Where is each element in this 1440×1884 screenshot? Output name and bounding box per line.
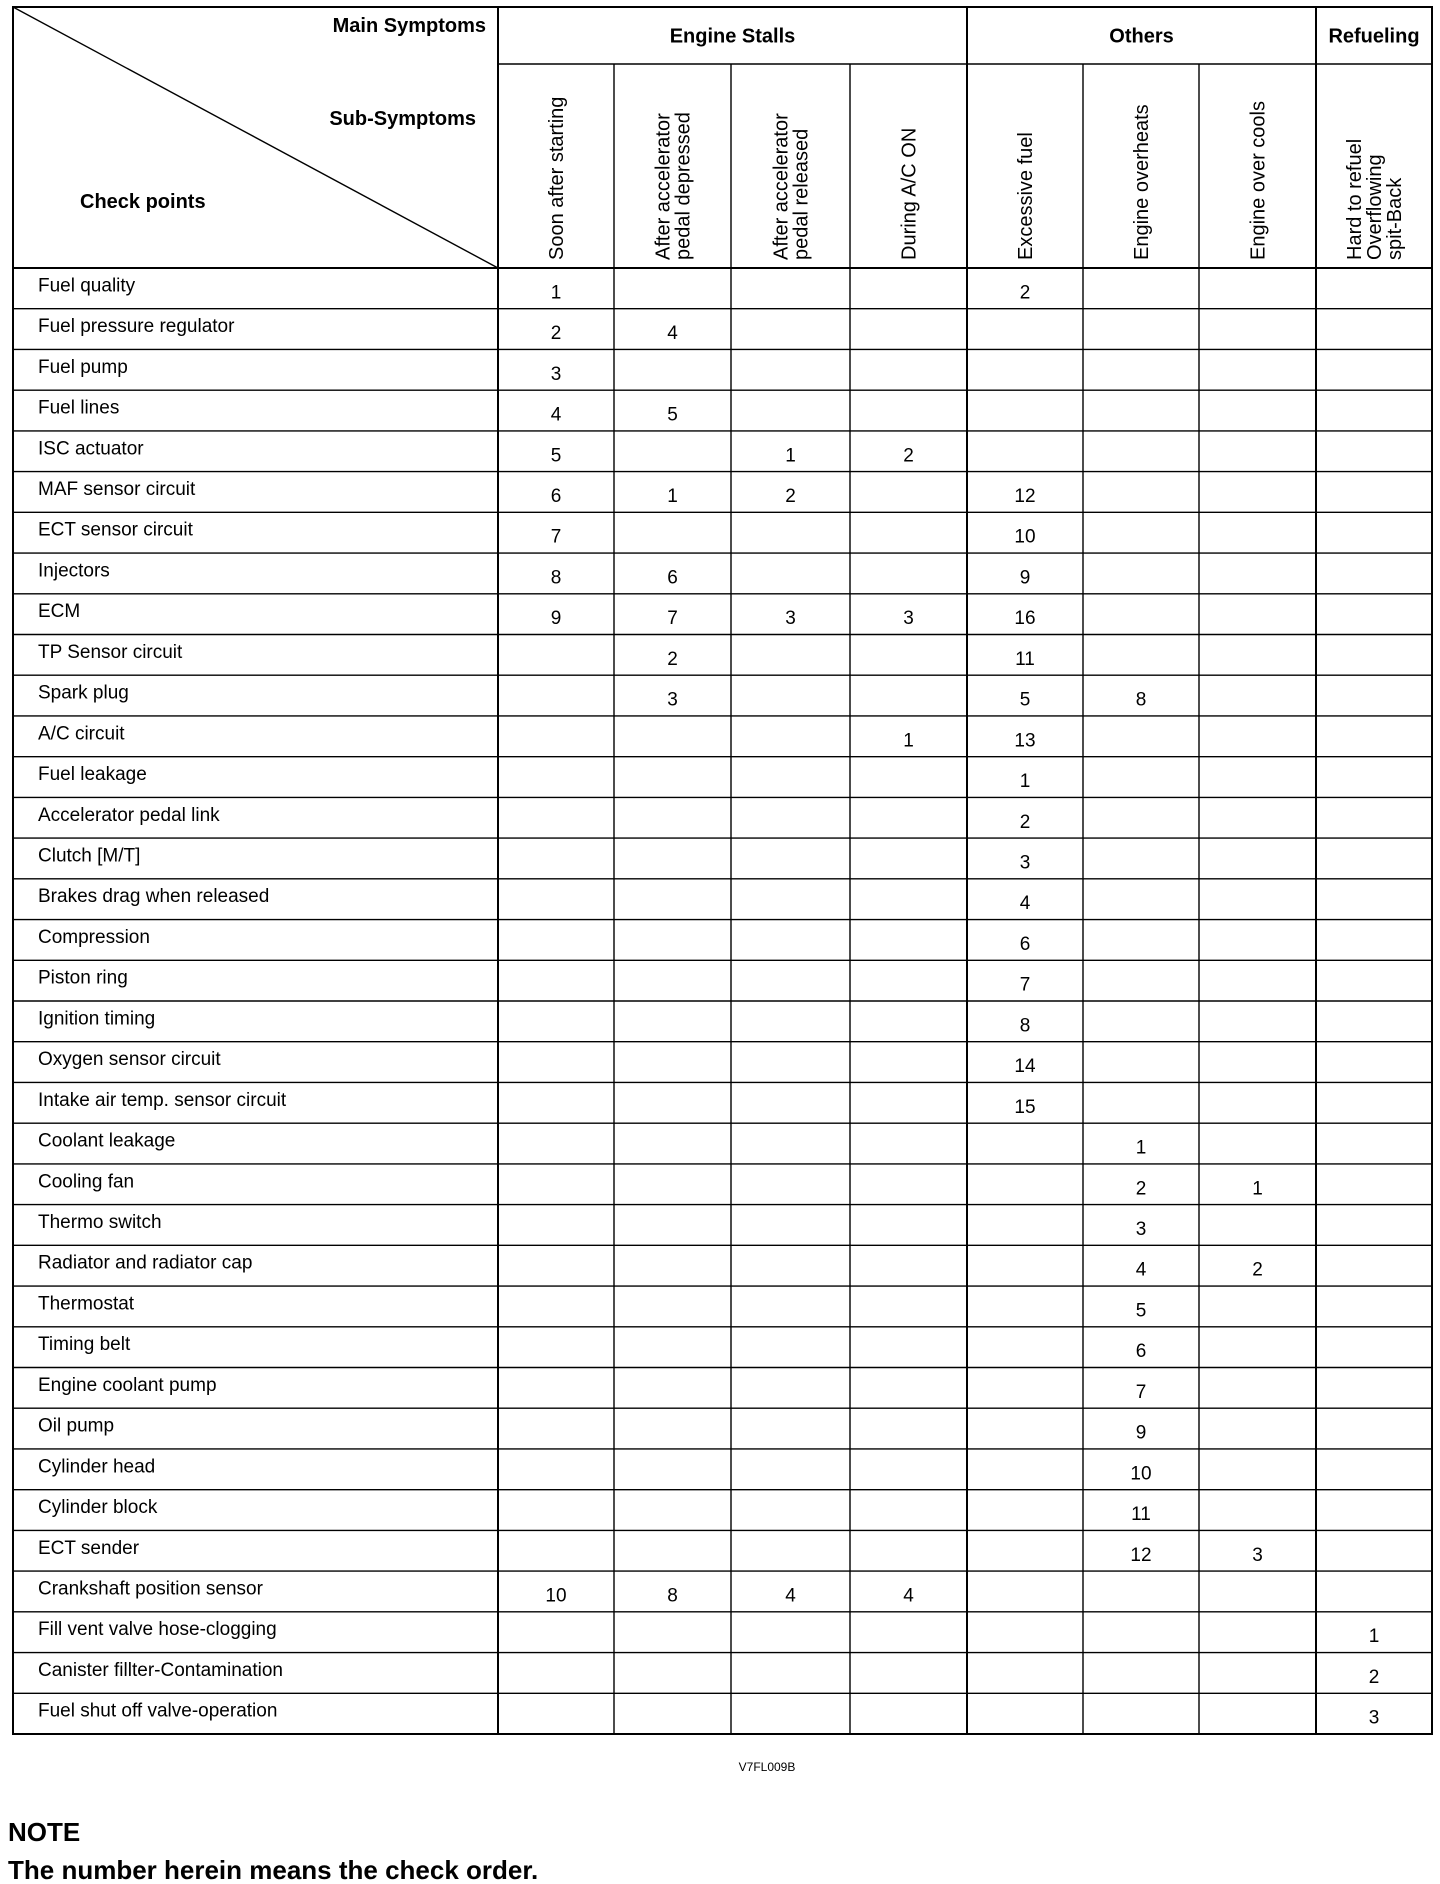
check-point-label: Fuel pressure regulator — [38, 316, 235, 338]
check-point-label: Accelerator pedal link — [38, 804, 220, 826]
check-order-value: 4 — [903, 1585, 914, 1607]
check-point-label: Engine coolant pump — [38, 1374, 217, 1396]
check-point-label: Radiator and radiator cap — [38, 1252, 253, 1274]
table-row — [38, 1701, 1379, 1729]
table-row — [38, 1212, 1146, 1240]
table-row — [38, 1090, 1036, 1118]
check-point-label: Brakes drag when released — [38, 886, 270, 908]
table-row — [38, 927, 1030, 955]
table-row — [38, 1253, 1263, 1281]
table-row — [38, 723, 1036, 751]
group-title: Refueling — [1328, 25, 1420, 48]
table-row — [38, 683, 1146, 711]
check-points-label: Check points — [80, 191, 206, 213]
check-order-value: 2 — [1368, 1666, 1380, 1688]
check-point-label: ISC actuator — [38, 438, 144, 460]
note-title: NOTE — [8, 1817, 81, 1847]
table-row — [38, 560, 1030, 588]
check-point-label: ECM — [38, 601, 81, 623]
table-row — [38, 1538, 1263, 1566]
check-point-label: TP Sensor circuit — [38, 641, 183, 663]
check-point-label: Intake air temp. sensor circuit — [38, 1089, 287, 1111]
check-point-label: ECT sensor circuit — [38, 519, 193, 541]
table-row — [38, 886, 1031, 914]
check-point-label: Crankshaft position sensor — [38, 1578, 263, 1600]
table-row — [38, 1456, 1152, 1484]
check-order-value: 1 — [785, 445, 796, 467]
check-order-value: 8 — [1135, 689, 1147, 711]
check-order-value: 2 — [667, 648, 678, 670]
check-point-label: Ignition timing — [38, 1008, 156, 1030]
sub-symptom-headers — [546, 97, 1406, 260]
check-order-value: 1 — [1368, 1626, 1380, 1648]
header-diagonal — [13, 7, 498, 268]
check-order-value: 5 — [1135, 1300, 1147, 1322]
table-row — [38, 438, 914, 466]
check-order-value: 7 — [667, 608, 678, 630]
check-order-value: 6 — [1019, 933, 1031, 955]
check-order-value: 4 — [550, 404, 562, 426]
table-row — [38, 357, 561, 385]
check-point-label: Fuel shut off valve-operation — [38, 1700, 278, 1722]
check-order-value: 15 — [1014, 1096, 1036, 1118]
table-row — [38, 1578, 914, 1606]
check-order-value: 9 — [1019, 567, 1031, 589]
table-row — [38, 1660, 1379, 1688]
table-row — [38, 1619, 1379, 1647]
check-order-value: 9 — [550, 608, 562, 630]
check-point-label: Cylinder block — [38, 1497, 158, 1519]
check-point-label: A/C circuit — [38, 723, 125, 745]
sub-symptom-header: Engine overheats — [1131, 104, 1153, 260]
check-order-value: 2 — [1135, 1178, 1147, 1200]
table-border — [13, 7, 1432, 1734]
check-point-label: Fuel lines — [38, 397, 120, 419]
table-row — [38, 398, 678, 426]
check-point-label: Oil pump — [38, 1415, 115, 1437]
table-row — [38, 1049, 1036, 1077]
check-point-label: Fill vent valve hose-clogging — [38, 1619, 277, 1641]
check-point-label: Cooling fan — [38, 1171, 135, 1193]
check-order-value: 1 — [903, 730, 914, 752]
note-text: The number herein means the check order. — [8, 1855, 539, 1884]
check-order-value: 13 — [1014, 730, 1036, 752]
check-point-label: Spark plug — [38, 682, 129, 704]
check-point-label: Piston ring — [38, 967, 128, 989]
sub-symptom-header: Engine over cools — [1247, 101, 1270, 260]
check-order-value: 3 — [667, 689, 678, 711]
check-order-value: 10 — [545, 1585, 567, 1607]
check-point-label: Thermo switch — [38, 1211, 162, 1233]
check-point-label: Fuel leakage — [38, 764, 147, 786]
check-point-label: Clutch [M/T] — [38, 845, 141, 867]
check-point-label: ECT sender — [38, 1537, 140, 1559]
table-row — [38, 845, 1030, 873]
group-title: Engine Stalls — [669, 25, 796, 48]
table-grid — [13, 7, 1432, 1734]
check-order-value: 4 — [1019, 893, 1031, 915]
table-row — [38, 1375, 1146, 1403]
table-row — [38, 1497, 1151, 1525]
table-row — [38, 968, 1030, 996]
table-row — [38, 1008, 1030, 1036]
table-body — [38, 275, 1379, 1728]
table-row — [38, 275, 1030, 303]
sub-symptom-header: After acceleratorpedal depressed — [652, 112, 695, 260]
table-row — [38, 1416, 1146, 1444]
check-order-value: 11 — [1015, 648, 1035, 670]
check-order-value: 3 — [1135, 1218, 1147, 1240]
sub-symptom-header: During A/C ON — [898, 127, 921, 260]
check-order-value: 5 — [550, 445, 562, 467]
main-symptoms-label: Main Symptoms — [332, 15, 486, 37]
check-order-value: 2 — [1019, 282, 1031, 304]
check-order-value: 12 — [1014, 485, 1036, 507]
check-point-label: Fuel pump — [38, 356, 128, 378]
table-row — [38, 642, 1035, 670]
table-row — [38, 1131, 1146, 1159]
table-row — [38, 1293, 1146, 1321]
check-point-label: Oxygen sensor circuit — [38, 1049, 221, 1071]
check-order-value: 10 — [1130, 1463, 1152, 1485]
sub-symptoms-label: Sub-Symptoms — [329, 108, 476, 130]
check-order-value: 1 — [1252, 1178, 1263, 1200]
sub-symptom-header: Excessive fuel — [1015, 132, 1037, 260]
check-order-value: 7 — [1019, 974, 1031, 996]
check-order-value: 5 — [667, 404, 678, 426]
check-order-value: 6 — [550, 485, 562, 507]
check-order-value: 1 — [550, 282, 562, 304]
check-point-label: MAF sensor circuit — [38, 478, 196, 500]
table-row — [38, 1171, 1263, 1199]
check-order-value: 4 — [667, 323, 678, 345]
check-order-value: 3 — [1252, 1544, 1263, 1566]
check-point-label: Fuel quality — [38, 275, 136, 297]
table-row — [38, 764, 1030, 792]
sub-symptom-header: Hard to refuelOverflowingspit-Back — [1344, 138, 1406, 260]
check-order-value: 1 — [667, 485, 678, 507]
check-order-value: 2 — [903, 445, 914, 467]
table-header — [80, 15, 486, 213]
group-title: Others — [1109, 25, 1174, 48]
check-order-value: 2 — [785, 485, 796, 507]
check-order-value: 3 — [1019, 852, 1031, 874]
check-point-label: Coolant leakage — [38, 1130, 176, 1152]
check-order-value: 7 — [550, 526, 562, 548]
check-order-value: 7 — [1135, 1381, 1147, 1403]
check-point-label: Injectors — [38, 560, 110, 582]
check-order-value: 6 — [1135, 1341, 1147, 1363]
check-order-value: 16 — [1014, 608, 1036, 630]
main-symptom-groups — [670, 26, 1420, 48]
check-order-value: 3 — [903, 608, 914, 630]
table-row — [38, 601, 1036, 629]
sub-symptom-header: Soon after starting — [546, 96, 568, 260]
check-order-value: 2 — [550, 323, 562, 345]
check-order-value: 4 — [785, 1585, 796, 1607]
check-order-value: 5 — [1019, 689, 1031, 711]
check-order-value: 8 — [667, 1585, 678, 1607]
check-point-label: Compression — [38, 926, 150, 948]
check-point-label: Timing belt — [38, 1334, 131, 1356]
check-point-label: Canister fillter-Contamination — [38, 1659, 283, 1681]
sub-symptom-header: After acceleratorpedal released — [770, 113, 813, 260]
table-row — [38, 316, 678, 344]
check-order-value: 8 — [550, 567, 562, 589]
table-row — [38, 805, 1030, 833]
check-order-value: 12 — [1130, 1544, 1152, 1566]
check-order-value: 14 — [1014, 1056, 1036, 1078]
table-row — [38, 520, 1036, 548]
check-order-value: 2 — [1019, 811, 1031, 833]
check-order-value: 3 — [785, 608, 796, 630]
figure-code: V7FL009B — [738, 1760, 796, 1774]
check-order-value: 6 — [667, 567, 678, 589]
check-order-value: 1 — [1135, 1137, 1147, 1159]
check-order-value: 9 — [1135, 1422, 1147, 1444]
check-order-value: 2 — [1252, 1259, 1263, 1281]
check-order-value: 4 — [1135, 1259, 1147, 1281]
check-order-value: 3 — [550, 363, 562, 385]
table-row — [38, 1334, 1146, 1362]
table-row — [38, 479, 1036, 507]
check-order-value: 8 — [1019, 1015, 1031, 1037]
check-order-value: 3 — [1368, 1707, 1380, 1729]
check-order-value: 1 — [1019, 771, 1031, 793]
check-point-label: Cylinder head — [38, 1456, 156, 1478]
check-point-label: Thermostat — [38, 1293, 135, 1315]
check-order-value: 11 — [1131, 1504, 1151, 1526]
check-order-value: 10 — [1014, 526, 1036, 548]
